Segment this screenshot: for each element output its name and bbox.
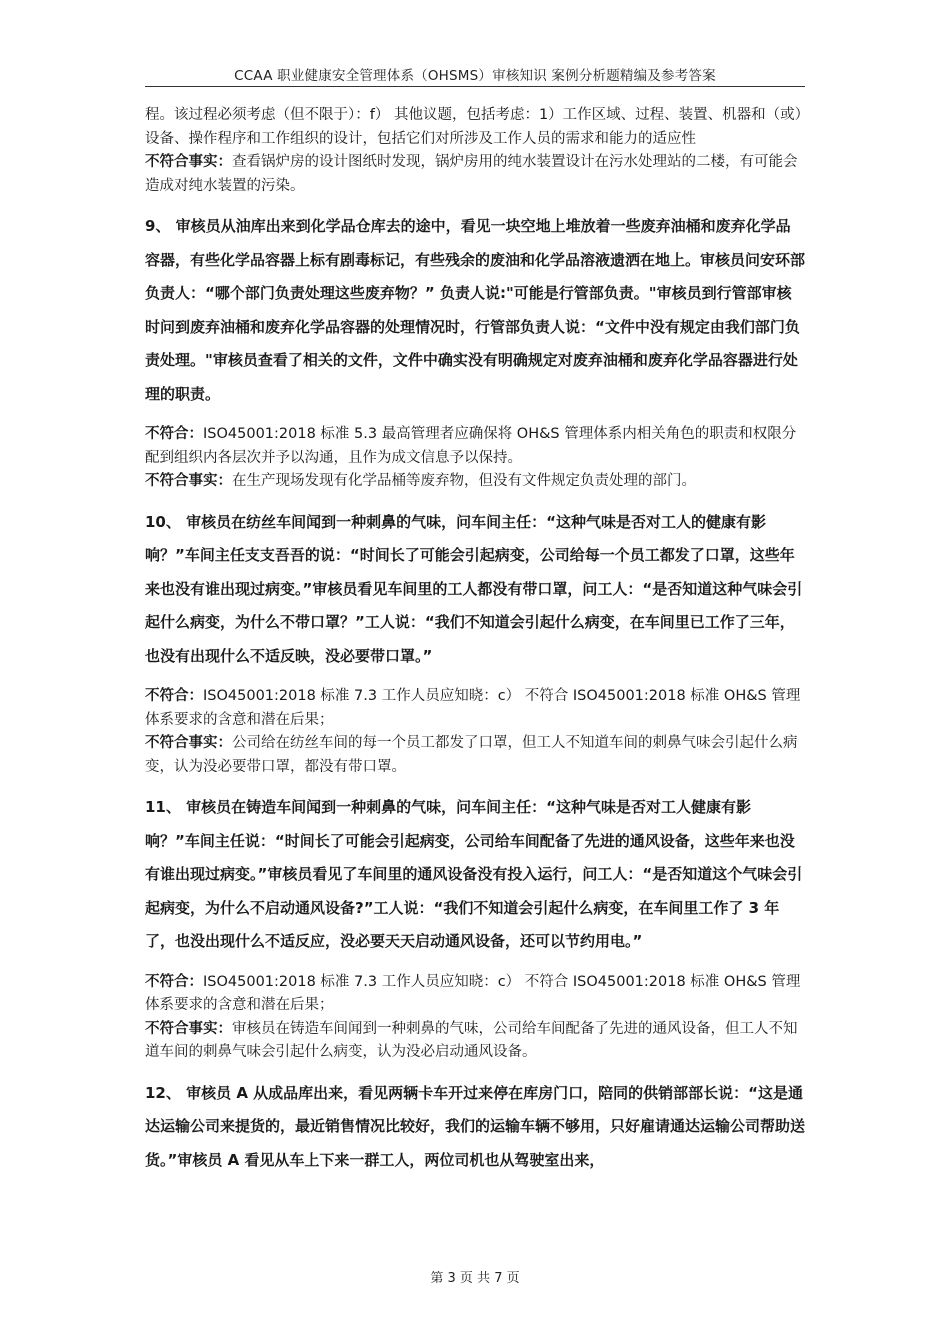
case-question-11: 11、 审核员在铸造车间闻到一种刺鼻的气味，问车间主任：“这种气味是否对工人健康有影响？”车间主任说：“时间长了可能会引起病变，公司给车间配备了先进的通风设备，这些年来也没有谁出现过病变。”审核员看见了车间里的通风设备没有投入运行，问工人：“是否知道这个气味会引起病变，为什么不启动通风设备?”工人说：“我们不知道会引起什么病变，在车间里工作了 3 年了，也没出现什么不适反应，没必要天天启动通风设备，还可以节约用电。” xyxy=(145,798,803,950)
nonconformity-fact: 不符合事实：查看锅炉房的设计图纸时发现，锅炉房用的纯水装置设计在污水处理站的二楼，有可能会造成对纯水装置的污染。 xyxy=(145,154,798,194)
page-header: CCAA 职业健康安全管理体系（OHSMS）审核知识 案例分析题精编及参考答案 xyxy=(234,68,716,84)
case-question-9: 9、 审核员从油库出来到化学品仓库去的途中，看见一块空地上堆放着一些废弃油桶和废弃化学品容器，有些化学品容器上标有剧毒标记，有些残余的废油和化学品溶液遗洒在地上。审核员问安环部负责人：“哪个部门负责处理这些废弃物？” 负责人说:"可能是行管部负责。"审核员到行管部审核时问到废弃油桶和废弃化学品容器的处理情况时，行管部负责人说：“文件中没有规定由我们部门负责处理。"审核员查看了相关的文件，文件中确实没有明确规定对废弃油桶和废弃化学品容器进行处理的职责。 xyxy=(145,217,806,403)
page-number: 第 3 页 共 7 页 xyxy=(430,1271,520,1286)
nonconformity-fact: 不符合事实：在生产现场发现有化学品桶等废弃物，但没有文件规定负责处理的部门。 xyxy=(145,473,696,489)
header-divider xyxy=(145,86,805,87)
clause-label: 不符合： xyxy=(145,688,203,704)
nonconformity-fact: 不符合事实：公司给在纺丝车间的每一个员工都发了口罩，但工人不知道车间的刺鼻气味会引起什么病变，认为没必要带口罩，都没有带口罩。 xyxy=(145,735,798,775)
fact-label: 不符合事实： xyxy=(145,473,232,489)
nonconformity-clause: 不符合：ISO45001:2018 标准 7.3 工作人员应知晓：c） 不符合 ISO45001:2018 标准 OH&S 管理体系要求的含意和潜在后果； xyxy=(145,688,801,728)
nonconformity-fact: 不符合事实：审核员在铸造车间闻到一种刺鼻的气味，公司给车间配备了先进的通风设备，但工人不知道车间的刺鼻气味会引起什么病变，认为没必启动通风设备。 xyxy=(145,1020,798,1060)
paragraph-continuation: 程。该过程必须考虑（但不限于）：f） 其他议题，包括考虑：1）工作区域、过程、装置、机器和（或）设备、操作程序和工作组织的设计，包括它们对所涉及工作人员的需求和能力的适应性 xyxy=(145,107,802,147)
fact-label: 不符合事实： xyxy=(145,1020,232,1037)
clause-label: 不符合： xyxy=(145,426,203,442)
nonconformity-clause: 不符合：ISO45001:2018 标准 5.3 最高管理者应确保将 OH&S 管理体系内相关角色的职责和权限分配到组织内各层次并予以沟通，且作为成文信息予以保持。 xyxy=(145,426,797,466)
case-question-10: 10、 审核员在纺丝车间闻到一种刺鼻的气味，问车间主任：“这种气味是否对工人的健康有影响？”车间主任支支吾吾的说：“时间长了可能会引起病变，公司给每一个员工都发了口罩，这些年来也没有谁出现过病变。”审核员看见车间里的工人都没有带口罩，问工人：“是否知道这种气味会引起什么病变，为什么不带口罩？”工人说：“我们不知道会引起什么病变，在车间里已工作了三年，也没有出现什么不适反映，没必要带口罩。” xyxy=(145,512,803,665)
fact-label: 不符合事实： xyxy=(145,154,232,170)
document-body xyxy=(145,104,805,1177)
fact-label: 不符合事实： xyxy=(145,735,232,751)
clause-label: 不符合： xyxy=(145,973,203,990)
case-question-12: 12、 审核员 A 从成品库出来，看见两辆卡车开过来停在库房门口，陪同的供销部部长说：“这是通达运输公司来提货的，最近销售情况比较好，我们的运输车辆不够用，只好雇请通达运输公司帮助送货。”审核员 A 看见从车上下来一群工人，两位司机也从驾驶室出来， xyxy=(145,1083,806,1169)
nonconformity-clause: 不符合：ISO45001:2018 标准 7.3 工作人员应知晓：c） 不符合 ISO45001:2018 标准 OH&S 管理体系要求的含意和潜在后果； xyxy=(145,973,801,1013)
